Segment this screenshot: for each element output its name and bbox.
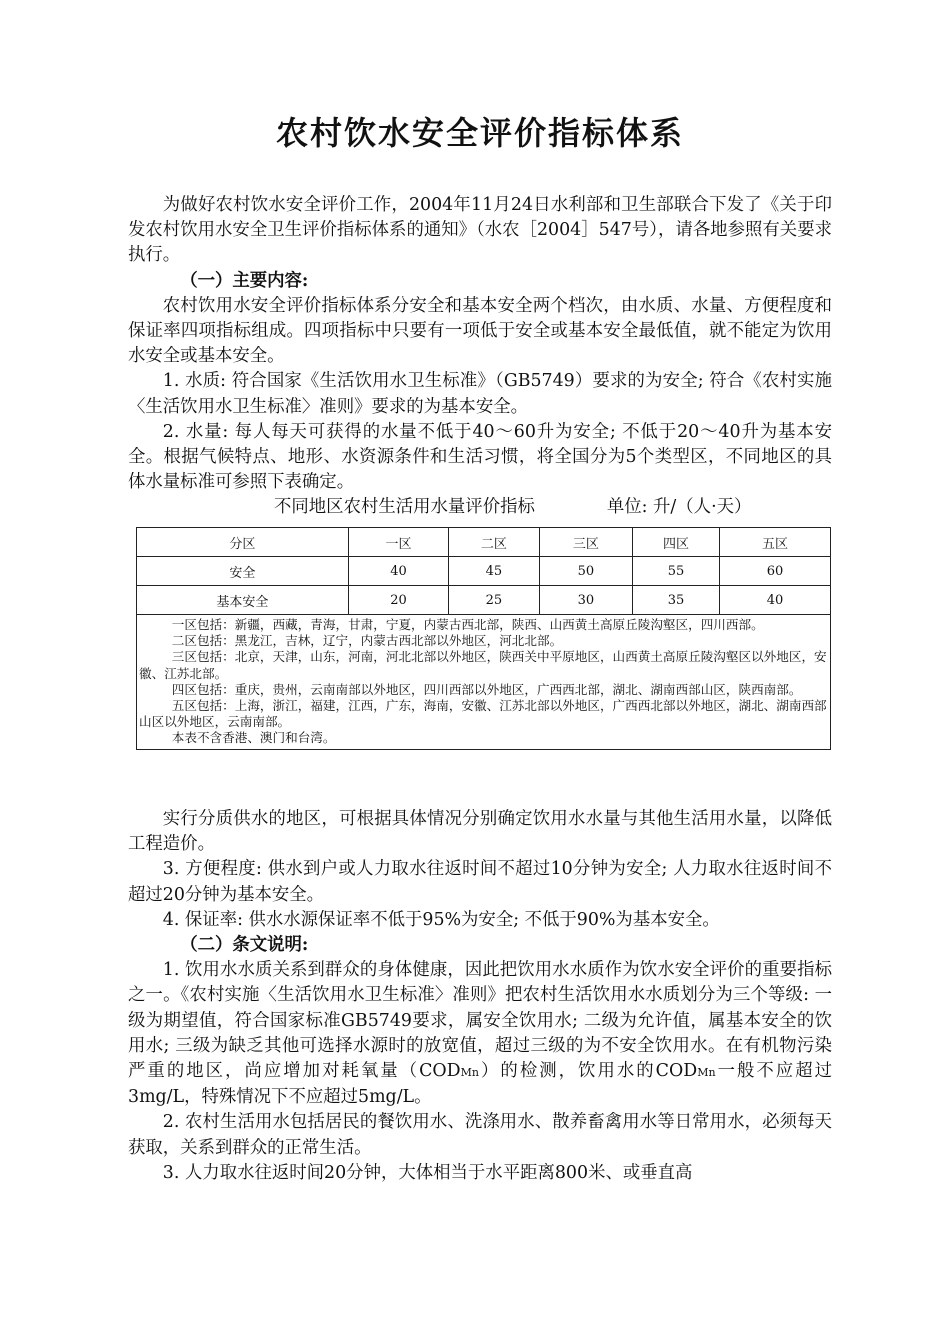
table-cell: 50 [539, 557, 633, 586]
table-note: 二区包括：黑龙江，吉林，辽宁，内蒙古西北部以外地区，河北北部。 [171, 633, 563, 649]
table-caption: 不同地区农村生活用水量评价指标 [274, 497, 535, 518]
cod-subscript: Mn [460, 1066, 479, 1080]
table-note: 四区包括：重庆，贵州，云南南部以外地区，四川西部以外地区，广西西北部，湖北、湖南西部山区，陕西南部。 [171, 681, 802, 697]
item-convenience: 3. 方便程度: 供水到户或人力取水往返时间不超过10分钟为安全; 人力取水往返时间不超过20分钟为基本安全。 [128, 859, 832, 905]
table-cell: 基本安全 [137, 586, 349, 615]
table-note: 本表不含香港、澳门和台湾。 [171, 730, 336, 746]
table-cell: 45 [449, 557, 539, 586]
table-row [137, 557, 831, 586]
note-domestic-water: 2. 农村生活用水包括居民的餐饮用水、洗涤用水、散养畜禽用水等日常用水，必须每天获取，关系到群众的正常生活。 [128, 1112, 832, 1158]
note-water-quality [128, 958, 832, 1110]
note-fetch-time: 3. 人力取水往返时间20分钟，大体相当于水平距离800米、或垂直高 [162, 1162, 693, 1183]
section2-heading: （二）条文说明: [180, 935, 309, 956]
upper-body [128, 193, 832, 521]
table-caption-line [128, 495, 832, 520]
table-cell: 40 [719, 586, 830, 615]
table-note: 五区包括：上海，浙江，福建，江西，广东，海南，安徽、江苏北部以外地区，广西西北部以外地区，湖北、湖南西部山区以外地区，云南南部。 [139, 698, 827, 730]
intro-paragraph: 为做好农村饮水安全评价工作，2004年11月24日水利部和卫生部联合下发了《关于印发农村饮用水安全卫生评价指标体系的通知》（水农［2004］547号），请各地参照有关要求执行。 [128, 195, 832, 266]
table-cell: 20 [348, 586, 449, 615]
table-notes [136, 615, 831, 750]
header-cell: 五区 [719, 528, 830, 557]
header-cell: 二区 [449, 528, 539, 557]
table-cell: 35 [633, 586, 720, 615]
item-water-quality: 1. 水质: 符合国家《生活饮用水卫生标准》（GB5749）要求的为安全; 符合《农村实施〈生活饮用水卫生标准〉准则》要求的为基本安全。 [128, 371, 832, 417]
header-cell: 四区 [633, 528, 720, 557]
table-cell: 55 [633, 557, 720, 586]
item-water-quantity: 2. 水量: 每人每天可获得的水量不低于40～60升为安全; 不低于20～40升为基本安全。根据气候特点、地形、水资源条件和生活习惯，将全国分为5个类型区，不同地区的具体水量标准可参照下表确定。 [128, 421, 832, 493]
section1-paragraph: 农村饮用水安全评价指标体系分安全和基本安全两个档次，由水质、水量、方便程度和保证率四项指标组成。四项指标中只要有一项低于安全或基本安全最低值，就不能定为饮用水安全或基本安全。 [128, 295, 832, 367]
table-row [137, 586, 831, 615]
table-header-row [137, 528, 831, 557]
header-cell: 分区 [137, 528, 349, 557]
note1-text-c: 一般不应超过3mg/L，特殊情况下不应超过5mg/L。 [128, 1061, 832, 1108]
table-note: 三区包括：北京，天津，山东，河南，河北北部以外地区，陕西关中平原地区，山西黄土高原丘陵沟壑区以外地区，安徽、江苏北部。 [139, 649, 827, 681]
table-cell: 安全 [137, 557, 349, 586]
header-cell: 一区 [348, 528, 449, 557]
table-cell: 40 [348, 557, 449, 586]
table-note: 一区包括：新疆，西藏，青海，甘肃，宁夏，内蒙古西北部，陕西、山西黄土高原丘陵沟壑区，四川西部。 [171, 617, 764, 632]
lower-body [128, 807, 832, 1186]
note1-text-a: 1. 饮用水水质关系到群众的身体健康，因此把饮用水水质作为饮水安全评价的重要指标之一。《农村实施〈生活饮用水卫生标准〉准则》把农村生活饮用水水质划分为三个等级: 一级为期望值，符合国家标准GB5749要求，属安全饮用水; 二级为允许值，属基本安全的饮用水; 三级为缺乏其他可选择水源时的放宽值，超过三级的为不安全饮用水。在有机物污染严重的地区，尚应增加对耗氧量（COD [128, 960, 832, 1082]
after-table-paragraph: 实行分质供水的地区，可根据具体情况分别确定饮用水水量与其他生活用水量，以降低工程造价。 [128, 809, 832, 855]
cod-subscript: Mn [697, 1066, 716, 1080]
water-quantity-table [136, 527, 831, 750]
item-guarantee-rate: 4. 保证率: 供水水源保证率不低于95%为安全; 不低于90%为基本安全。 [162, 909, 720, 930]
header-cell: 三区 [539, 528, 633, 557]
table-cell: 30 [539, 586, 633, 615]
note1-text-b: ）的检测，饮用水的COD [478, 1061, 698, 1082]
section1-heading: （一）主要内容: [180, 270, 309, 291]
document-title: 农村饮水安全评价指标体系 [275, 114, 684, 152]
table-cell: 60 [719, 557, 830, 586]
table-cell: 25 [449, 586, 539, 615]
table-unit: 单位: 升/（人·天） [606, 497, 752, 518]
